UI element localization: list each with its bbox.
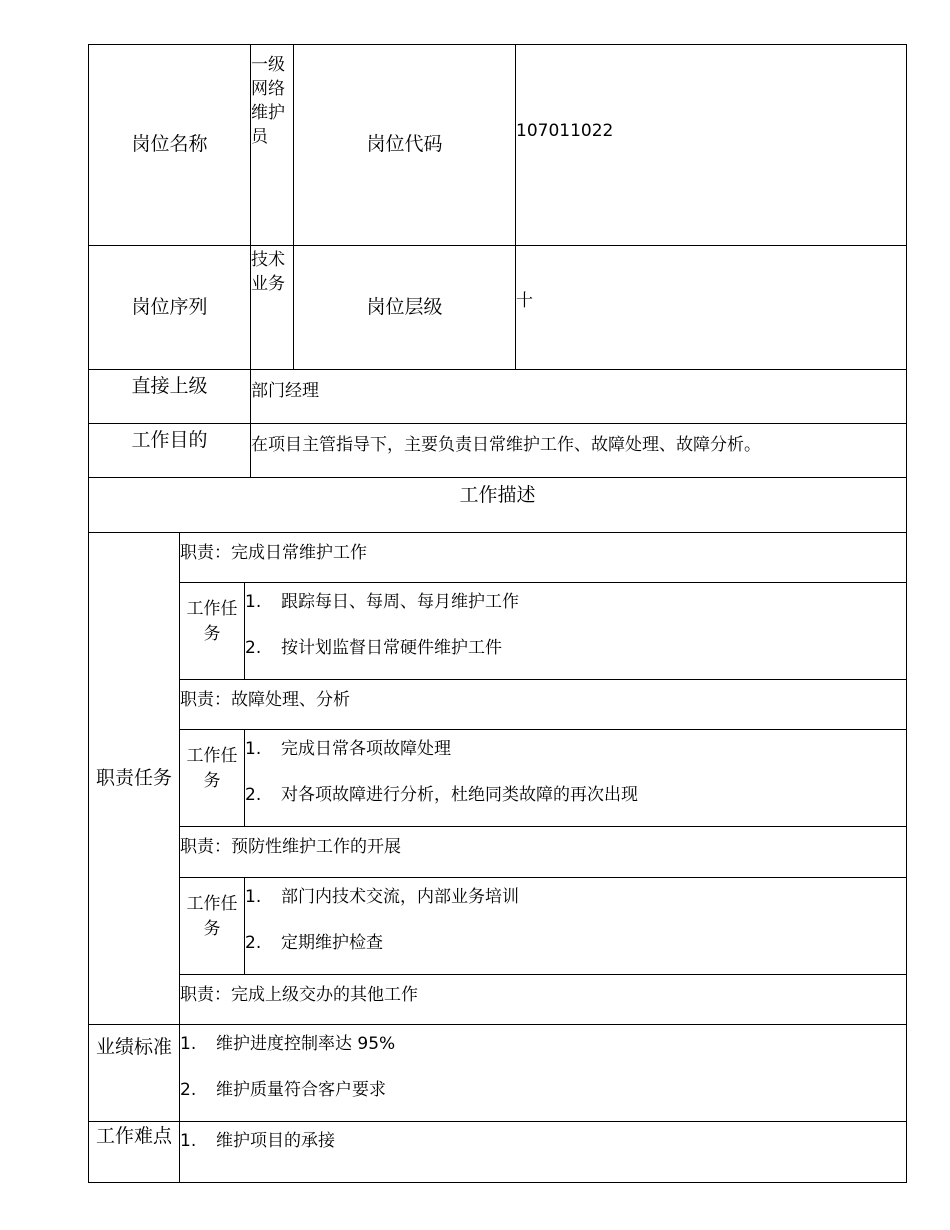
task-label: 工作任务 — [179, 877, 245, 975]
description-title: 工作描述 — [88, 477, 907, 533]
task-item: 1. 跟踪每日、每周、每月维护工作 — [245, 592, 519, 612]
performance-list — [179, 1024, 907, 1122]
task-label: 工作任务 — [179, 729, 245, 827]
post-code-value: 107011022 — [515, 44, 907, 246]
task-item: 2. 对各项故障进行分析，杜绝同类故障的再次出现 — [245, 785, 638, 805]
duty-title: 职责：完成日常维护工作 — [179, 532, 907, 583]
duty-title: 职责：故障处理、分析 — [179, 679, 907, 730]
purpose-label: 工作目的 — [88, 423, 251, 478]
task-list — [244, 582, 907, 680]
difficulty-item: 1. 维护项目的承接 — [180, 1131, 335, 1151]
task-list — [244, 877, 907, 975]
purpose-value: 在项目主管指导下，主要负责日常维护工作、故障处理、故障分析。 — [250, 423, 907, 478]
task-list — [244, 729, 907, 827]
task-item: 1. 完成日常各项故障处理 — [245, 739, 451, 759]
duty-title: 职责：完成上级交办的其他工作 — [179, 974, 907, 1025]
performance-item: 2. 维护质量符合客户要求 — [180, 1080, 386, 1100]
task-item: 2. 定期维护检查 — [245, 933, 383, 953]
task-label: 工作任务 — [179, 582, 245, 680]
superior-label: 直接上级 — [88, 369, 251, 424]
post-level-label: 岗位层级 — [293, 245, 516, 370]
post-seq-value: 技术业务 — [250, 245, 294, 370]
post-seq-label: 岗位序列 — [88, 245, 251, 370]
superior-value: 部门经理 — [250, 369, 907, 424]
duties-label: 职责任务 — [88, 532, 180, 1025]
difficulty-label: 工作难点 — [88, 1121, 180, 1183]
post-name-value: 一级网络维护员 — [250, 44, 294, 246]
post-level-value: 十 — [515, 245, 907, 370]
task-item: 1. 部门内技术交流，内部业务培训 — [245, 887, 519, 907]
post-code-label: 岗位代码 — [293, 44, 516, 246]
difficulty-list — [179, 1121, 907, 1183]
duty-title: 职责：预防性维护工作的开展 — [179, 826, 907, 878]
performance-label: 业绩标准 — [88, 1024, 180, 1122]
performance-item: 1. 维护进度控制率达 95% — [180, 1034, 396, 1054]
task-item: 2. 按计划监督日常硬件维护工件 — [245, 638, 502, 658]
post-name-label: 岗位名称 — [88, 44, 251, 246]
